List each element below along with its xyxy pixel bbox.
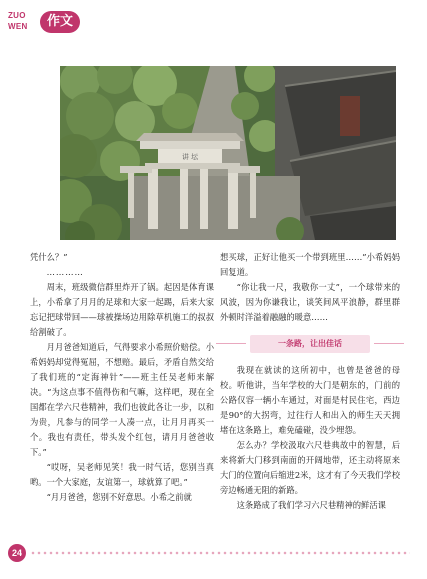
archway-plaque-text: 讲 坛: [181, 153, 199, 161]
section-heading-tag: [250, 335, 370, 353]
page-number: 24: [8, 544, 26, 562]
paragraph: 周末，班级微信群里炸开了锅。起因是体育课上，小希拿了月月的足球和大家一起踢，后来大家忘记把球带回——球被操场边用除草机施工的叔叔给割破了。: [30, 282, 214, 337]
aerial-photo-of-memorial-archway: [60, 66, 396, 240]
paragraph: “你让我一尺，我敬你一丈”，一个球带来的风波，因为你谦我让，谈笑间风平浪静，群里群外顿时洋溢着融融的暖意……: [220, 282, 400, 322]
paragraph: “哎呀，吴老师见笑！我一时气话，您别当真哟。一个大家庭，友谊第一，球就算了吧。”: [30, 462, 214, 487]
logo-badge: 作文: [40, 11, 80, 33]
paragraph: 月月爸爸知道后，气得要求小希照价赔偿。小希妈妈却觉得冤屈，不想赔。最后，矛盾自然交给了我们班的“定海神针”——班主任吴老师来解决。“为这点事不值得伤和气嘛，这样吧，现在全国都在学六尺巷精神，我们也彼此各让一步，以和为贵，凡参与的同学一人凑一点，让月月再买一个。我也有责任，带头发个红包，请月月爸爸收下。”: [30, 342, 214, 457]
logo-text-wen: WEN: [8, 22, 28, 31]
paragraph: 想买球，正好让他买一个带到班里……”小希妈妈回复道。: [220, 252, 400, 277]
logo-text-zuo: ZUO: [8, 11, 26, 20]
paragraph: 这条路成了我们学习六尺巷精神的鲜活课: [236, 500, 386, 510]
magazine-header: [6, 8, 86, 48]
paragraph: 我现在就读的这所初中，也曾是爸爸的母校。听他讲，当年学校的大门是朝东的，门前的公路仅容一辆小车通过，对面是村民住宅，西边是90°的大拐弯，过往行人和出入的师生天天拥堵在这条路上，难免磕碰，没少埋怨。: [220, 365, 400, 435]
paragraph: 怎么办？学校汲取六尺巷典故中的智慧，后来将新大门移到南面的开阔地带，还主动将原来大门的位置向后缩进2米，这才有了今天我们学校旁边畅通无阻的新路。: [220, 440, 400, 495]
ellipsis-separator: …………: [46, 267, 84, 277]
left-text-column: [30, 250, 214, 505]
page-number-badge: [8, 544, 26, 562]
right-text-column: [220, 250, 400, 513]
paragraph: “月月爸爸，您别不好意思。小希之前就: [46, 492, 192, 502]
section-heading-text: 一条路，让出佳话: [278, 339, 342, 348]
footer-dotted-line: [30, 551, 410, 555]
paragraph: 凭什么？”: [30, 252, 68, 262]
